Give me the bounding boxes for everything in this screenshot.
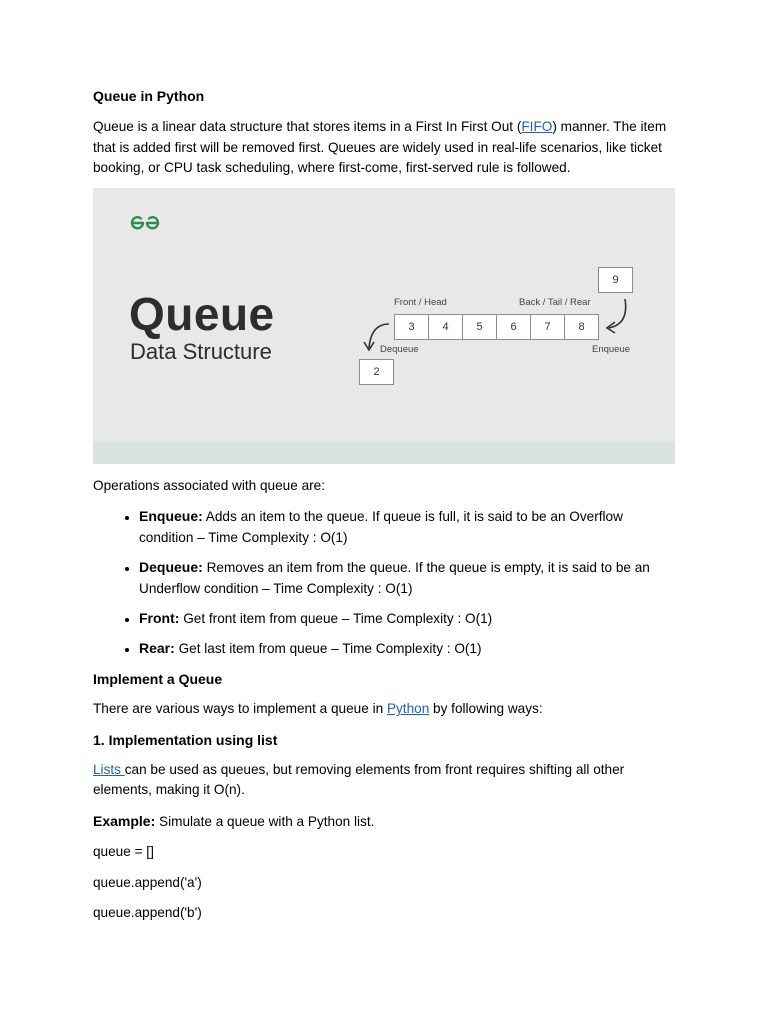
article-body (93, 476, 678, 924)
operation-text: Get front item from queue – Time Complexity : O(1) (179, 611, 493, 627)
fifo-link[interactable]: FIFO (521, 119, 553, 135)
example-text: Simulate a queue with a Python list. (155, 813, 375, 829)
list-item (139, 608, 678, 629)
operation-term: Front: (139, 610, 180, 627)
operation-term: Rear: (139, 640, 175, 657)
example-label: Example: (93, 812, 156, 829)
gfg-logo-icon (129, 214, 161, 232)
queue-cell: 7 (530, 314, 565, 340)
queue-cell: 5 (462, 314, 497, 340)
code-line: queue = [] (93, 844, 154, 860)
operation-term: Dequeue: (139, 559, 203, 576)
back-label: Back / Tail / Rear (519, 297, 591, 308)
queue-cell: 6 (496, 314, 531, 340)
incoming-cell: 9 (598, 267, 633, 293)
list-item (139, 506, 678, 548)
python-link[interactable]: Python (386, 701, 430, 717)
code-line: queue.append('b') (93, 905, 202, 921)
implement-text-before: There are various ways to implement a queue in (93, 701, 387, 717)
banner-title: Queue (129, 288, 275, 340)
queue-cell: 3 (394, 314, 429, 340)
operation-term: Enqueue: (139, 508, 203, 525)
example-paragraph (93, 811, 678, 832)
intro-text-before: Queue is a linear data structure that stores items in a First In First Out ( (93, 119, 522, 135)
list-item (139, 638, 678, 659)
banner-footer-strip (93, 442, 675, 464)
queue-cell: 4 (428, 314, 463, 340)
queue-cell: 8 (564, 314, 599, 340)
enqueue-label: Enqueue (592, 344, 631, 355)
queue-banner-image (93, 188, 675, 464)
list-paragraph (93, 760, 678, 801)
operations-list (93, 506, 678, 659)
list-item (139, 557, 678, 599)
code-line: queue.append('a') (93, 874, 202, 890)
intro-paragraph (93, 117, 678, 178)
implement-text-after: by following ways: (429, 701, 543, 717)
dequeue-label: Dequeue (380, 344, 419, 355)
banner-subtitle: Data Structure (130, 339, 272, 364)
operation-text: Adds an item to the queue. If queue is full, it is said to be an Overflow condition – Time Complexity : O(1) (139, 509, 623, 545)
lists-link[interactable]: Lists (93, 762, 125, 778)
operation-text: Get last item from queue – Time Complexity : O(1) (174, 641, 482, 657)
list-heading: 1. Implementation using list (93, 731, 278, 748)
outgoing-cell: 2 (359, 359, 394, 385)
list-text: can be used as queues, but removing elements from front requires shifting all other elements, making it O(n). (93, 762, 625, 798)
intro-text-after: ) manner. The item that is added first will be removed first. Queues are widely used in real-life scenarios, like ticket booking, or CPU task scheduling, where first-come, first-served rule is followed. (93, 119, 667, 176)
operation-text: Removes an item from the queue. If the queue is empty, it is said to be an Underflow condition – Time Complexity : O(1) (139, 560, 650, 596)
article (93, 86, 678, 179)
operations-intro: Operations associated with queue are: (93, 478, 325, 493)
implement-heading: Implement a Queue (93, 670, 223, 687)
front-label: Front / Head (394, 297, 447, 308)
page-title: Queue in Python (93, 88, 205, 104)
enqueue-arrow-icon (603, 296, 633, 334)
implement-paragraph (93, 699, 678, 719)
